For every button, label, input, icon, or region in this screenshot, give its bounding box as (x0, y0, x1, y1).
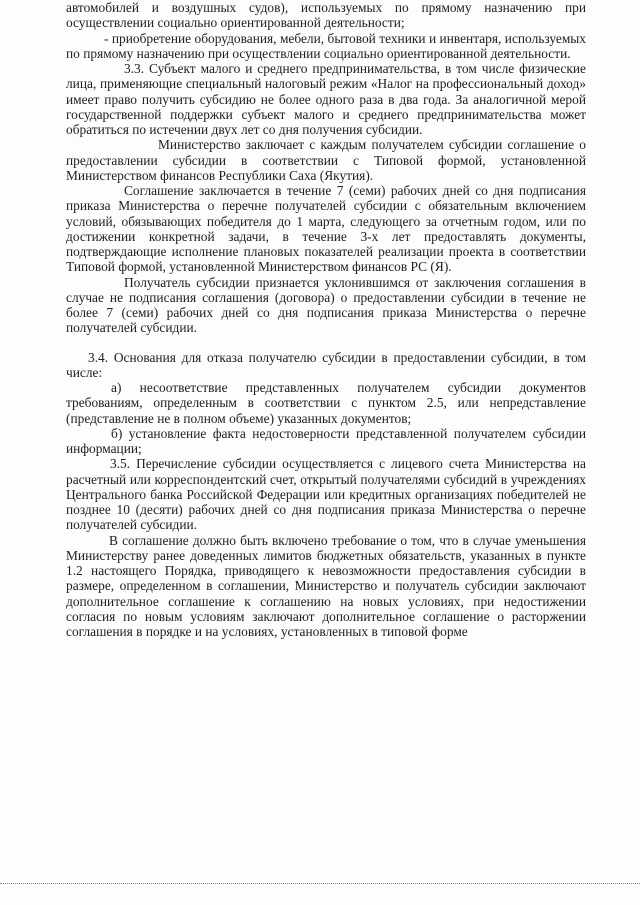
paragraph-3-4-a: а) несоответствие представленных получателем субсидии документов требованиям, определенным в соответствии с пунктом 2.5, или непредставление (представление не в полном объеме) указанных документов; (66, 380, 586, 426)
section-gap (66, 336, 586, 350)
paragraph-vehicles-continuation: автомобилей и воздушных судов), используемых по прямому назначению при осуществлении социально ориентированной деятельности; (66, 0, 586, 31)
paragraph-agreement-term: Соглашение заключается в течение 7 (семи) рабочих дней со дня подписания приказа Министерства о перечне получателей субсидии с обязательным включением условий, обязывающих победителя до 1 марта, следующего за отчетным годом, или по достижении конкретной задачи, в течение 3-х лет предоставлять документы, подтверждающие исполнение плановых показателей реализации проекта в соответствии Типовой формой, установленной Министерством финансов РС (Я). (66, 183, 586, 275)
paragraph-evasion: Получатель субсидии признается уклонившимся от заключения соглашения в случае не подписания соглашения (договора) о предоставлении субсидии в течение не более 7 (семи) рабочих дней со дня подписания приказа Министерства о перечне получателей субсидии. (66, 274, 586, 336)
paragraph-3-5: 3.5. Перечисление субсидии осуществляется с лицевого счета Министерства на расчетный или корреспондентский счет, открытый получателями субсидий в учреждениях Центрального банка Российской Федерации или кредитных организациях победителей не позднее 10 (десяти) рабочих дней со дня подписания приказа Министерства о перечне получателей субсидии. (66, 456, 586, 533)
document-body (66, 0, 586, 639)
paragraph-3-4: 3.4. Основания для отказа получателю субсидии в предоставлении субсидии, в том числе: (66, 349, 586, 380)
paragraph-agreement-signing: Министерство заключает с каждым получателем субсидии соглашение о предоставлении субсидии в соответствии с Типовой формой, установленной Министерством финансов Республики Саха (Якутия). (66, 137, 586, 183)
paragraph-3-3: 3.3. Субъект малого и среднего предпринимательства, в том числе физические лица, применяющие специальный налоговый режим «Налог на профессиональный доход» имеет право получить субсидию не более одного раза в два года. За аналогичной мерой государственной поддержки субъект малого и среднего предпринимательства может обратиться по истечении двух лет со дня получения субсидии. (66, 61, 586, 137)
paragraph-3-4-b: б) установление факта недостоверности представленной получателем субсидии информации; (66, 425, 586, 456)
page-bottom-dotted-line (0, 883, 640, 884)
paragraph-budget-limits: В соглашение должно быть включено требование о том, что в случае уменьшения Министерству ранее доведенных лимитов бюджетных обязательств, указанных в пункте 1.2 настоящего Порядка, приводящего к невозможности предоставления субсидии в размере, определенном в соглашении, Министерство и получатель субсидии заключают дополнительное соглашение к соглашению на новых условиях, при недостижении согласия по новым условиям заключают дополнительное соглашение о расторжении соглашения в порядке и на условиях, установленных в типовой форме (66, 532, 586, 639)
paragraph-equipment-purchase: - приобретение оборудования, мебели, бытовой техники и инвентаря, используемых по прямому назначению при осуществлении социально ориентированной деятельности. (66, 30, 586, 61)
